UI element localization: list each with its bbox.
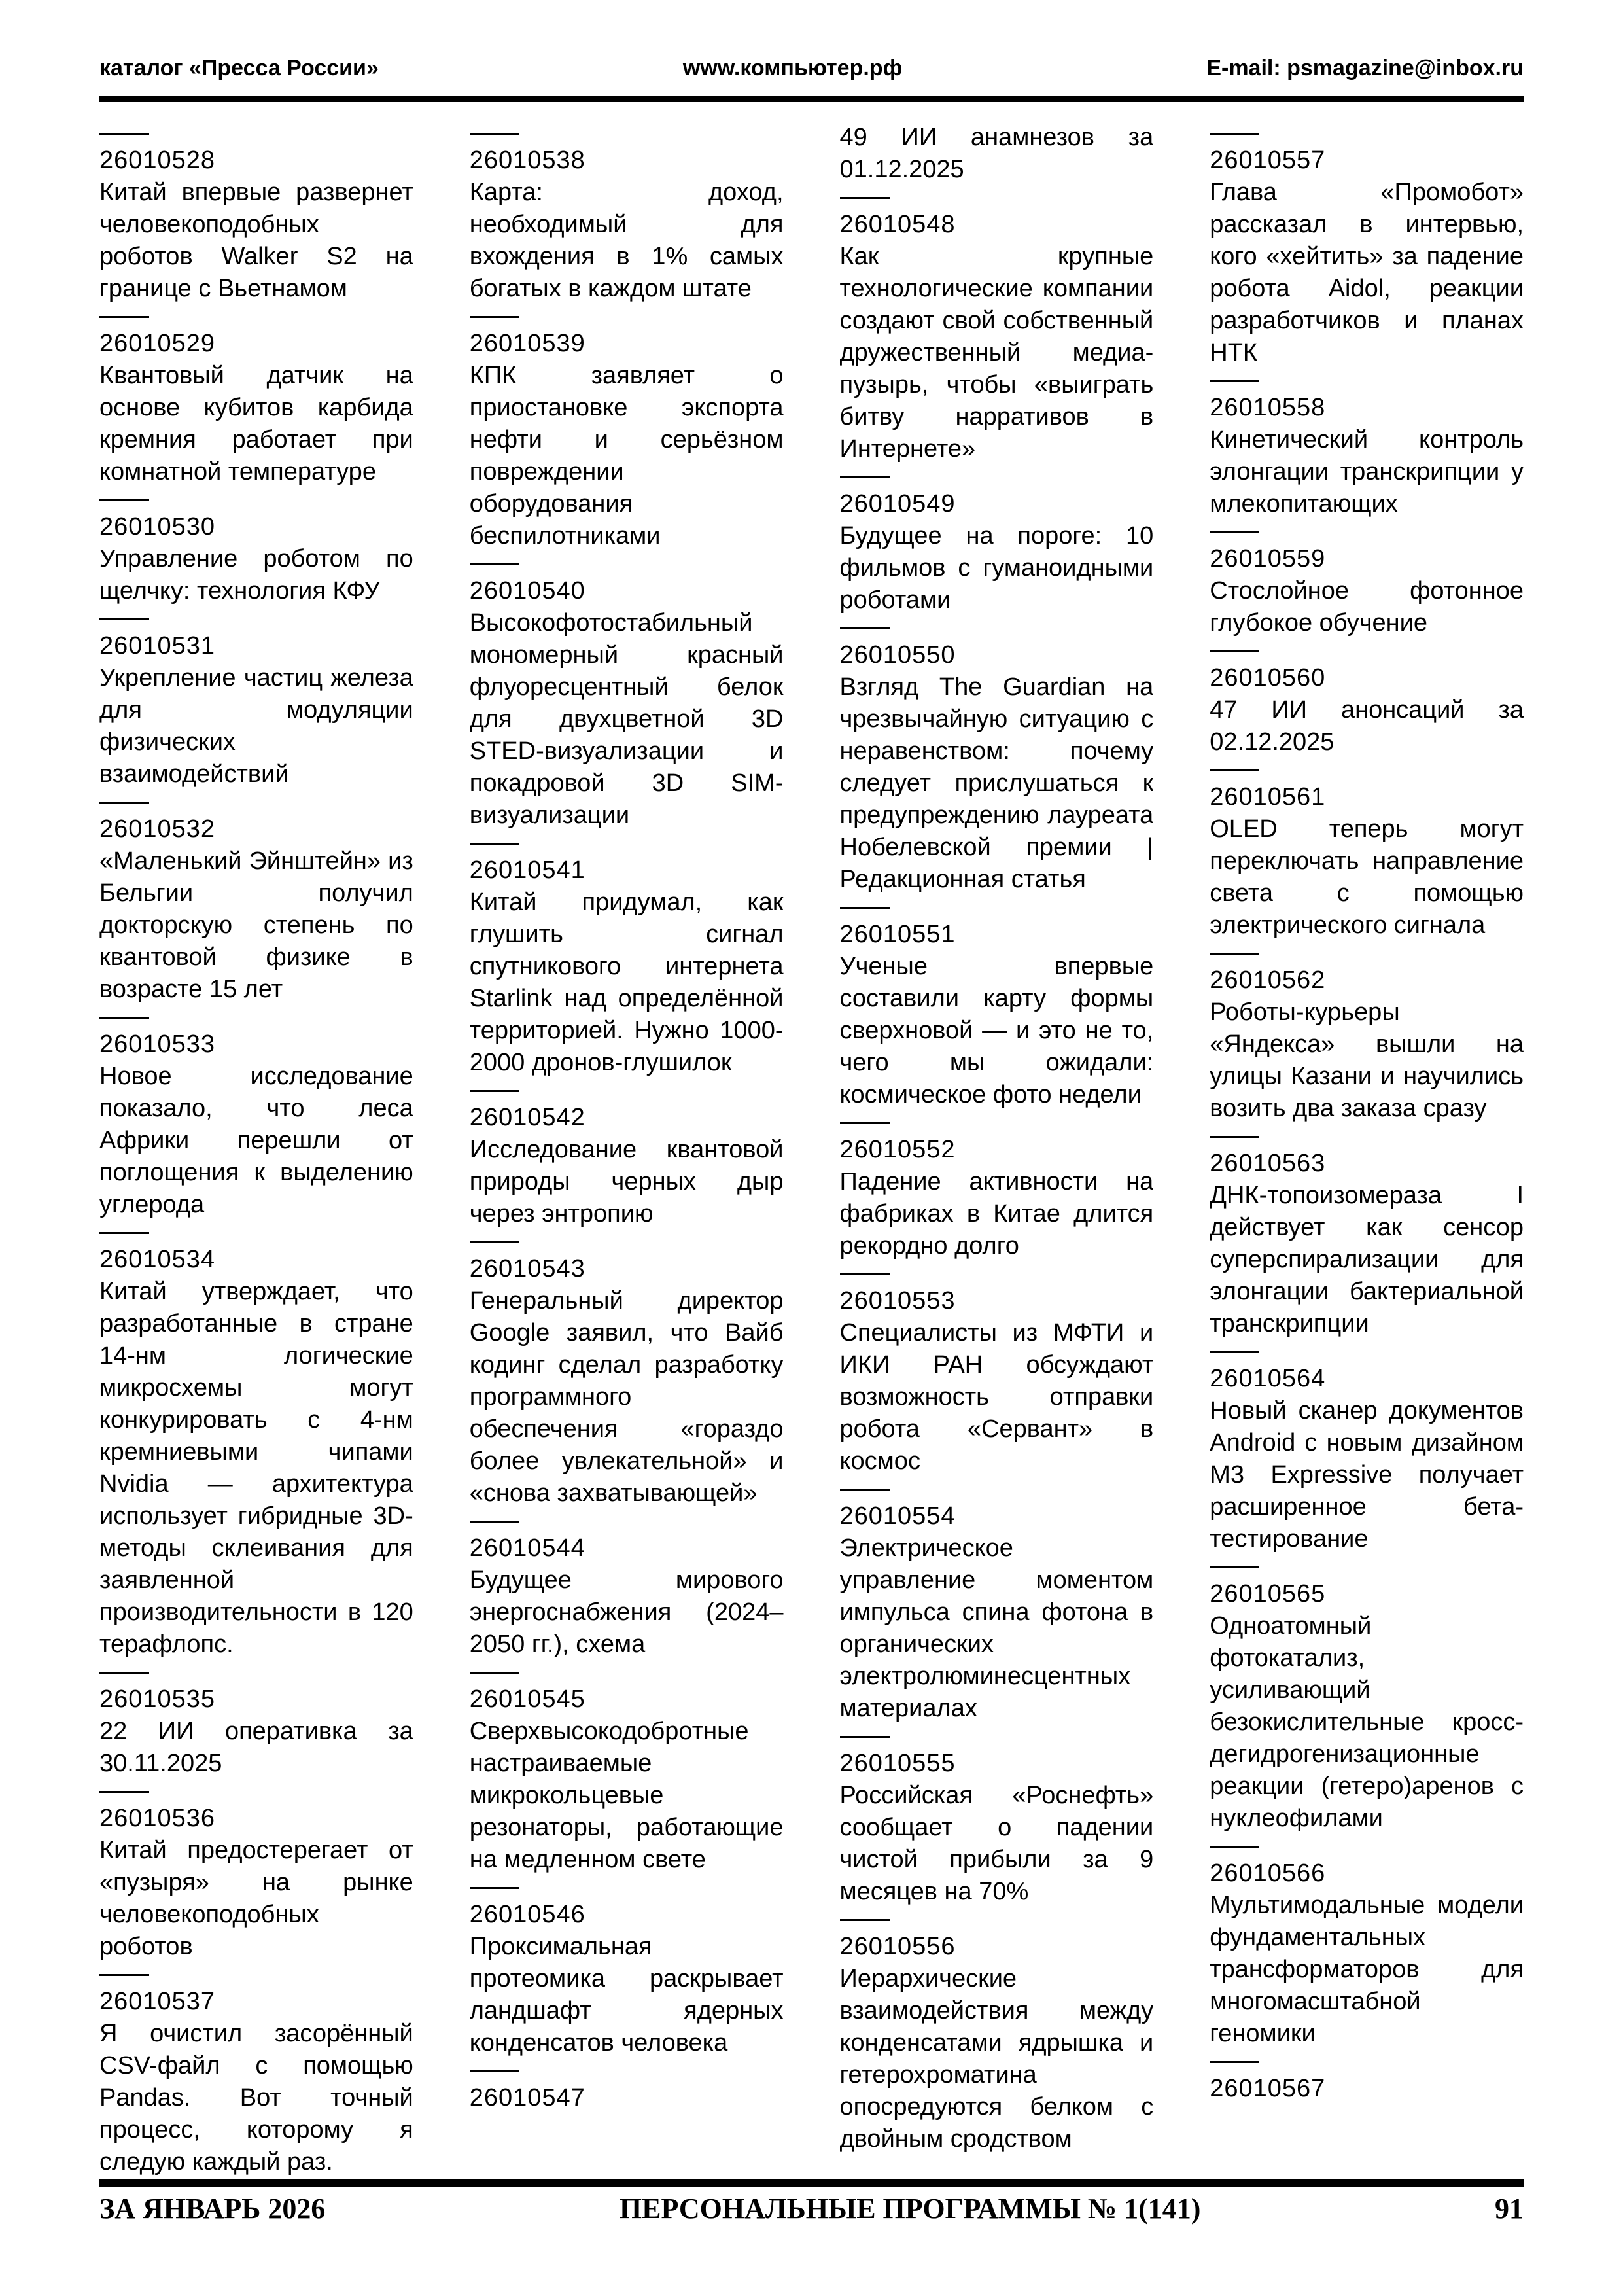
catalog-entry <box>470 2082 784 2114</box>
entry-id: 26010542 <box>469 1104 585 1131</box>
entry-title: Глава «Промобот» рассказал в интервью, кого «хейтить» за падение робота Aidol, реакции разработчиков и планах НТК <box>1210 179 1524 366</box>
entry-id: 26010528 <box>99 147 216 174</box>
catalog-entry <box>840 1931 1154 2155</box>
catalog-entry <box>470 575 784 832</box>
entry-id: 26010534 <box>99 1246 216 1273</box>
entry-id: 26010530 <box>99 513 216 540</box>
entry-id: 26010555 <box>839 1750 956 1777</box>
catalog-entry <box>470 1253 784 1510</box>
entry-title: Высокофотостабильный мономерный красный флуоресцентный белок для двухцветной 3D STED-визуализации и покадровой 3D SIM-визуализации <box>469 609 784 829</box>
entry-title: Я очистил засорённый CSV-файл с помощью Pandas. Вот точный процесс, которому я следую каждый раз. <box>99 2020 413 2175</box>
entry-id: 26010550 <box>839 641 956 669</box>
entry-title: Одноатомный фотокатализ, усиливающий безокислительные кросс-дегидрогенизационные реакции (гетеро)аренов с нуклеофилами <box>1210 1612 1524 1832</box>
entry-id: 26010544 <box>469 1534 585 1562</box>
entry-id: 26010553 <box>839 1287 956 1315</box>
entry-separator <box>99 499 149 501</box>
entry-separator <box>99 133 149 135</box>
entry-title: Специалисты из МФТИ и ИКИ РАН обсуждают возможность отправки робота «Сервант» в космос <box>839 1319 1154 1475</box>
catalog-entry <box>840 639 1154 896</box>
entry-id: 26010539 <box>469 330 585 357</box>
header-email: E-mail: psmagazine@inbox.ru <box>1206 56 1524 80</box>
entry-id: 26010540 <box>469 577 585 605</box>
entry-id: 26010558 <box>1210 394 1326 421</box>
entry-separator <box>840 907 890 909</box>
entry-id: 26010529 <box>99 330 216 357</box>
catalog-entry <box>840 488 1154 616</box>
entry-id: 26010561 <box>1210 783 1326 811</box>
page-footer <box>99 2193 1524 2225</box>
entry-title: Китай предостерегает от «пузыря» на рынке человекоподобных роботов <box>99 1837 413 1960</box>
entry-separator <box>99 1791 149 1793</box>
entry-title: Генеральный директор Google заявил, что Вайб кодинг сделал разработку программного обеспечения «гораздо более увлекательной» и «снова захватывающей» <box>469 1287 784 1507</box>
entry-separator <box>1210 1846 1259 1848</box>
entry-title: Китай впервые развернет человекоподобных роботов Walker S2 на границе с Вьетнамом <box>99 179 413 302</box>
entry-title: Проксимальная протеомика раскрывает ландшафт ядерных конденсатов человека <box>469 1933 784 2057</box>
entry-title: Мультимодальные модели фундаментальных трансформаторов для многомасштабной геномики <box>1210 1892 1524 2047</box>
entry-title: Исследование квантовой природы черных дыр через энтропию <box>469 1136 784 1227</box>
catalog-entry <box>99 813 413 1006</box>
entry-id: 26010566 <box>1210 1860 1326 1887</box>
entry-title: Роботы-курьеры «Яндекса» вышли на улицы Казани и научились возить два заказа сразу <box>1210 998 1524 1122</box>
entry-title: Карта: доход, необходимый для вхождения в 1% самых богатых в каждом штате <box>469 179 784 302</box>
entry-id: 26010532 <box>99 815 216 843</box>
catalog-entry <box>840 1500 1154 1725</box>
header-rule <box>99 96 1524 102</box>
entry-id: 26010541 <box>469 857 585 884</box>
entry-title: Взгляд The Guardian на чрезвычайную ситуацию с неравенством: почему следует прислушаться к предупреждению лауреата Нобелевской премии | Редакционная статья <box>839 673 1154 893</box>
catalog-entry <box>99 630 413 790</box>
entry-separator <box>1210 650 1259 652</box>
entry-title: OLED теперь могут переключать направление света с помощью электрического сигнала <box>1210 815 1524 939</box>
catalog-entry <box>99 1244 413 1661</box>
entry-title: Китай придумал, как глушить сигнал спутникового интернета Starlink над определённой территорией. Нужно 1000-2000 дронов-глушилок <box>469 889 784 1076</box>
entry-separator <box>840 627 890 629</box>
entry-separator <box>840 1919 890 1921</box>
entry-separator <box>840 197 890 199</box>
catalog-entry <box>470 1102 784 1230</box>
catalog-entry <box>99 145 413 305</box>
entry-separator <box>470 563 519 565</box>
catalog-columns <box>99 122 1524 2175</box>
entry-title: Падение активности на фабриках в Китае длится рекордно долго <box>839 1168 1154 1260</box>
entry-id: 26010562 <box>1210 966 1326 994</box>
entry-separator <box>1210 769 1259 771</box>
entry-separator <box>840 1273 890 1275</box>
footer-section-title: ПЕРСОНАЛЬНЫЕ ПРОГРАММЫ № 1(141) <box>619 2193 1201 2225</box>
entry-separator <box>470 1241 519 1243</box>
entry-id: 26010535 <box>99 1686 216 1713</box>
entry-title: Сверхвысокодобротные настраиваемые микрокольцевые резонаторы, работающие на медленном свете <box>469 1718 784 1873</box>
entry-title: Электрическое управление моментом импульса спина фотона в органических электролюминесцентных материалах <box>839 1534 1154 1722</box>
catalog-entry <box>840 919 1154 1111</box>
entry-title: 49 ИИ анамнезов за 01.12.2025 <box>839 124 1154 183</box>
entry-separator <box>99 1232 149 1234</box>
catalog-entry <box>1210 2073 1524 2105</box>
entry-id: 26010545 <box>469 1686 585 1713</box>
header-catalog-label: каталог «Пресса России» <box>99 56 379 80</box>
catalog-entry <box>470 1684 784 1876</box>
entry-id: 26010557 <box>1210 147 1326 174</box>
entry-title: Квантовый датчик на основе кубитов карбида кремния работает при комнатной температуре <box>99 362 413 486</box>
entry-separator <box>840 1489 890 1491</box>
entry-id: 26010565 <box>1210 1580 1326 1608</box>
catalog-entry <box>99 1803 413 1963</box>
entry-separator <box>1210 1351 1259 1353</box>
entry-title: Стослойное фотонное глубокое обучение <box>1210 577 1524 637</box>
entry-id: 26010546 <box>469 1901 585 1928</box>
entry-title: Будущее мирового энергоснабжения (2024–2050 гг.), схема <box>469 1566 784 1658</box>
entry-separator <box>1210 531 1259 533</box>
entry-separator <box>1210 1566 1259 1568</box>
catalog-entry <box>1210 964 1524 1125</box>
entry-id: 26010543 <box>469 1255 585 1282</box>
catalog-entry <box>1210 1578 1524 1835</box>
catalog-entry <box>1210 1363 1524 1555</box>
entry-id: 26010560 <box>1210 664 1326 692</box>
entry-id: 26010531 <box>99 632 216 660</box>
entry-separator <box>470 316 519 318</box>
entry-separator <box>470 2070 519 2072</box>
entry-title: Российская «Роснефть» сообщает о падении чистой прибыли за 9 месяцев на 70% <box>839 1782 1154 1905</box>
catalog-column-1 <box>99 122 413 2175</box>
page-header <box>99 56 1524 80</box>
catalog-entry <box>470 1532 784 1661</box>
entry-title: Управление роботом по щелчку: технология КФУ <box>99 545 413 605</box>
catalog-entry <box>470 1899 784 2059</box>
entry-separator <box>99 802 149 804</box>
entry-title: Укрепление частиц железа для модуляции физических взаимодействий <box>99 664 413 788</box>
entry-id: 26010548 <box>839 211 956 238</box>
catalog-entry <box>99 1986 413 2175</box>
entry-title: Будущее на пороге: 10 фильмов с гуманоидными роботами <box>839 522 1154 614</box>
entry-separator <box>470 1672 519 1674</box>
entry-id: 26010554 <box>839 1502 956 1530</box>
header-website: www.компьютер.рф <box>682 56 903 80</box>
entry-separator <box>99 618 149 620</box>
catalog-entry <box>99 1029 413 1221</box>
entry-separator <box>1210 953 1259 955</box>
entry-title: КПК заявляет о приостановке экспорта нефти и серьёзном повреждении оборудования беспилотниками <box>469 362 784 550</box>
entry-title: 22 ИИ оперативка за 30.11.2025 <box>99 1718 413 1777</box>
entry-id: 26010537 <box>99 1988 216 2015</box>
catalog-entry <box>1210 781 1524 942</box>
catalog-entry <box>1210 145 1524 369</box>
entry-title: Как крупные технологические компании создают свой собственный дружественный медиа-пузырь, чтобы «выиграть битву нарративов в Интернете» <box>839 243 1154 463</box>
entry-separator <box>470 1887 519 1889</box>
entry-separator <box>99 1974 149 1976</box>
entry-separator <box>470 133 519 135</box>
catalog-entry <box>99 328 413 488</box>
footer-issue-period: ЗА ЯНВАРЬ 2026 <box>99 2193 326 2225</box>
catalog-entry <box>470 145 784 305</box>
entry-separator <box>1210 2061 1259 2063</box>
catalog-entry <box>99 511 413 607</box>
entry-title: Ученые впервые составили карту формы сверхновой — и это не то, чего мы ожидали: космическое фото недели <box>839 953 1154 1108</box>
entry-id: 26010551 <box>839 921 956 948</box>
catalog-entry <box>1210 392 1524 520</box>
entry-id: 26010556 <box>839 1933 956 1960</box>
entry-separator <box>99 1017 149 1019</box>
catalog-entry <box>840 209 1154 465</box>
catalog-entry <box>840 1285 1154 1477</box>
entry-separator <box>1210 133 1259 135</box>
entry-title: Кинетический контроль элонгации транскрипции у млекопитающих <box>1210 426 1524 518</box>
catalog-entry-continuation <box>840 122 1154 186</box>
entry-separator <box>840 476 890 478</box>
entry-title: 47 ИИ анонсаций за 02.12.2025 <box>1210 696 1524 756</box>
entry-id: 26010567 <box>1210 2075 1326 2102</box>
entry-id: 26010563 <box>1210 1150 1326 1177</box>
entry-separator <box>840 1122 890 1124</box>
entry-id: 26010559 <box>1210 545 1326 573</box>
catalog-column-4 <box>1210 122 1524 2175</box>
catalog-entry <box>99 1684 413 1780</box>
entry-separator <box>99 316 149 318</box>
entry-id: 26010536 <box>99 1805 216 1832</box>
entry-separator <box>470 1090 519 1092</box>
entry-separator <box>1210 1136 1259 1138</box>
entry-id: 26010533 <box>99 1031 216 1058</box>
catalog-entry <box>1210 543 1524 639</box>
entry-id: 26010552 <box>839 1136 956 1163</box>
entry-separator <box>470 1521 519 1523</box>
catalog-entry <box>840 1748 1154 1908</box>
catalog-column-2 <box>470 122 784 2175</box>
footer-page-number: 91 <box>1495 2193 1524 2225</box>
footer-rule <box>99 2179 1524 2187</box>
catalog-entry <box>840 1134 1154 1262</box>
entry-separator <box>470 843 519 845</box>
catalog-entry <box>470 855 784 1079</box>
catalog-entry <box>1210 1858 1524 2050</box>
entry-separator <box>1210 380 1259 382</box>
entry-title: ДНК-топоизомераза I действует как сенсор суперспирализации для элонгации бактериальной транскрипции <box>1210 1182 1524 1337</box>
catalog-column-3 <box>840 122 1154 2175</box>
entry-title: Новый сканер документов Android с новым дизайном M3 Expressive получает расширенное бета-тестирование <box>1210 1397 1524 1553</box>
catalog-entry <box>1210 1148 1524 1340</box>
entry-separator <box>99 1672 149 1674</box>
entry-title: Китай утверждает, что разработанные в стране 14-нм логические микросхемы могут конкурировать с 4-нм кремниевыми чипами Nvidia — архитектура использует гибридные 3D-методы склеивания для заявленной производительности в 120 терафлопс. <box>99 1278 413 1658</box>
entry-title: Новое исследование показало, что леса Африки перешли от поглощения к выделению углерода <box>99 1063 413 1218</box>
entry-title: «Маленький Эйнштейн» из Бельгии получил докторскую степень по квантовой физике в возрасте 15 лет <box>99 847 413 1003</box>
entry-id: 26010538 <box>469 147 585 174</box>
entry-id: 26010549 <box>839 490 956 518</box>
entry-id: 26010547 <box>469 2084 585 2111</box>
entry-separator <box>840 1736 890 1738</box>
entry-title: Иерархические взаимодействия между конденсатами ядрышка и гетерохроматина опосредуются белком с двойным сродством <box>839 1965 1154 2153</box>
catalog-entry <box>1210 662 1524 758</box>
catalog-entry <box>470 328 784 552</box>
entry-id: 26010564 <box>1210 1365 1326 1392</box>
